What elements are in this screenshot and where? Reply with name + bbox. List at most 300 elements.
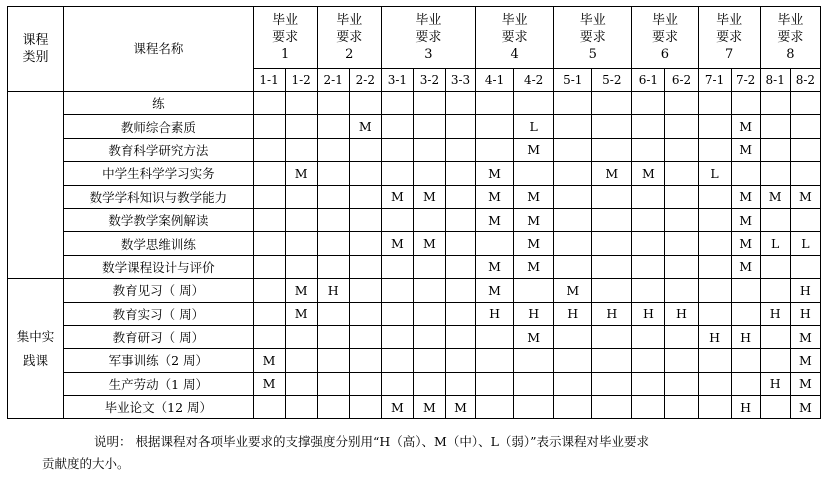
support-mark-cell: [285, 115, 317, 138]
course-category-cell: [8, 92, 64, 279]
support-mark-cell: [413, 349, 445, 372]
support-mark-cell: [381, 302, 413, 325]
support-mark-cell: M: [514, 208, 554, 231]
support-mark-cell: M: [476, 279, 514, 302]
support-mark-cell: [476, 349, 514, 372]
support-mark-cell: M: [790, 185, 820, 208]
course-name-cell: 教育实习（ 周）: [64, 302, 253, 325]
support-mark-cell: [632, 279, 665, 302]
req-label: 要求: [716, 30, 743, 45]
req-label: 毕业: [336, 13, 363, 28]
support-mark-cell: [592, 279, 632, 302]
support-mark-cell: M: [514, 232, 554, 255]
req-number: 8: [786, 47, 795, 62]
support-mark-cell: [554, 255, 592, 278]
support-mark-cell: [592, 372, 632, 395]
support-mark-cell: [632, 232, 665, 255]
support-mark-cell: L: [790, 232, 820, 255]
matrix-body: [8, 92, 821, 419]
support-mark-cell: [476, 325, 514, 348]
support-mark-cell: H: [790, 279, 820, 302]
support-mark-cell: [476, 138, 514, 161]
requirement-header-8: [760, 7, 820, 69]
table-row: [8, 396, 821, 419]
req-number: 5: [588, 47, 597, 62]
support-mark-cell: M: [413, 396, 445, 419]
support-mark-cell: H: [665, 302, 698, 325]
support-mark-cell: L: [514, 115, 554, 138]
support-mark-cell: [665, 372, 698, 395]
sub-requirement-header: 2-2: [349, 69, 381, 92]
support-mark-cell: H: [317, 279, 349, 302]
support-mark-cell: M: [413, 232, 445, 255]
support-mark-cell: [665, 255, 698, 278]
support-mark-cell: [760, 162, 790, 185]
support-mark-cell: [790, 92, 820, 115]
support-mark-cell: M: [731, 208, 760, 231]
support-mark-cell: [285, 255, 317, 278]
support-mark-cell: [592, 232, 632, 255]
support-mark-cell: M: [514, 255, 554, 278]
support-mark-cell: [381, 255, 413, 278]
support-mark-cell: [445, 279, 475, 302]
table-row: [8, 372, 821, 395]
support-mark-cell: [790, 208, 820, 231]
course-name-cell: 教育见习（ 周）: [64, 279, 253, 302]
category-column-header: [8, 7, 64, 92]
support-mark-cell: [698, 92, 731, 115]
support-mark-cell: [554, 185, 592, 208]
support-mark-cell: [285, 349, 317, 372]
support-mark-cell: M: [592, 162, 632, 185]
support-mark-cell: [632, 396, 665, 419]
support-mark-cell: [665, 325, 698, 348]
support-mark-cell: [632, 325, 665, 348]
support-mark-cell: [317, 396, 349, 419]
support-mark-cell: M: [760, 185, 790, 208]
sub-requirement-header: 5-2: [592, 69, 632, 92]
support-mark-cell: [445, 208, 475, 231]
course-name-column-header: 课程名称: [64, 7, 253, 92]
sub-requirement-header: 4-1: [476, 69, 514, 92]
support-mark-cell: [665, 185, 698, 208]
support-mark-cell: [554, 349, 592, 372]
support-mark-cell: [317, 92, 349, 115]
support-mark-cell: [253, 162, 285, 185]
support-mark-cell: [349, 185, 381, 208]
req-label: 要求: [501, 30, 528, 45]
support-mark-cell: [381, 138, 413, 161]
sub-requirement-header: 3-1: [381, 69, 413, 92]
category-label-line1: 集中实: [16, 328, 55, 344]
support-mark-cell: [445, 232, 475, 255]
support-mark-cell: [760, 115, 790, 138]
support-mark-cell: M: [731, 115, 760, 138]
support-mark-cell: M: [790, 349, 820, 372]
support-mark-cell: M: [285, 279, 317, 302]
support-mark-cell: [381, 349, 413, 372]
support-mark-cell: [514, 162, 554, 185]
sub-requirement-header: 5-1: [554, 69, 592, 92]
sub-requirement-header: 7-1: [698, 69, 731, 92]
support-mark-cell: M: [476, 255, 514, 278]
support-mark-cell: [253, 138, 285, 161]
requirement-header-4: [476, 7, 554, 69]
support-mark-cell: [445, 115, 475, 138]
course-name-cell: 中学生科学学习实务: [64, 162, 253, 185]
support-mark-cell: [285, 396, 317, 419]
table-row: [8, 302, 821, 325]
support-mark-cell: M: [476, 208, 514, 231]
support-mark-cell: [381, 279, 413, 302]
support-mark-cell: [349, 302, 381, 325]
requirement-header-7: [698, 7, 760, 69]
support-mark-cell: [445, 185, 475, 208]
table-row: [8, 255, 821, 278]
support-mark-cell: [476, 232, 514, 255]
support-mark-cell: [253, 208, 285, 231]
support-mark-cell: [790, 162, 820, 185]
support-mark-cell: [285, 138, 317, 161]
support-mark-cell: [760, 92, 790, 115]
req-number: 3: [424, 47, 433, 62]
req-label: 毕业: [651, 13, 678, 28]
support-mark-cell: [253, 325, 285, 348]
support-mark-cell: [698, 279, 731, 302]
support-mark-cell: [698, 302, 731, 325]
category-label-line2: 践课: [23, 352, 49, 368]
support-mark-cell: [632, 208, 665, 231]
table-row: [8, 92, 821, 115]
support-mark-cell: L: [760, 232, 790, 255]
support-mark-cell: M: [731, 255, 760, 278]
req-label: 毕业: [501, 13, 528, 28]
note-line-2: 贡献度的大小。: [42, 456, 130, 471]
table-row: [8, 208, 821, 231]
support-mark-cell: [317, 162, 349, 185]
support-mark-cell: [445, 349, 475, 372]
support-mark-cell: M: [790, 325, 820, 348]
support-mark-cell: M: [731, 185, 760, 208]
sub-requirement-header: 4-2: [514, 69, 554, 92]
course-category-cell: [8, 279, 64, 419]
support-mark-cell: H: [698, 325, 731, 348]
support-mark-cell: [632, 115, 665, 138]
support-mark-cell: [285, 372, 317, 395]
support-mark-cell: M: [514, 185, 554, 208]
support-mark-cell: [592, 138, 632, 161]
support-mark-cell: M: [790, 396, 820, 419]
support-mark-cell: [381, 115, 413, 138]
support-mark-cell: [790, 138, 820, 161]
support-mark-cell: [790, 115, 820, 138]
table-row: [8, 138, 821, 161]
support-mark-cell: [285, 208, 317, 231]
support-mark-cell: [253, 302, 285, 325]
req-label: 要求: [415, 30, 442, 45]
support-mark-cell: [632, 138, 665, 161]
support-mark-cell: [592, 92, 632, 115]
req-label: 要求: [579, 30, 606, 45]
support-mark-cell: [317, 138, 349, 161]
support-mark-cell: M: [731, 232, 760, 255]
support-mark-cell: [253, 232, 285, 255]
sub-requirement-header: 6-1: [632, 69, 665, 92]
req-number: 1: [280, 47, 290, 62]
course-name-cell: 数学课程设计与评价: [64, 255, 253, 278]
sub-requirement-header: 1-1: [253, 69, 285, 92]
support-mark-cell: H: [554, 302, 592, 325]
support-mark-cell: [413, 138, 445, 161]
table-row: [8, 115, 821, 138]
support-mark-cell: [381, 92, 413, 115]
support-mark-cell: [514, 92, 554, 115]
support-mark-cell: [317, 255, 349, 278]
support-mark-cell: H: [760, 302, 790, 325]
course-name-cell: 教育科学研究方法: [64, 138, 253, 161]
support-mark-cell: [317, 302, 349, 325]
support-mark-cell: [349, 372, 381, 395]
support-mark-cell: [592, 208, 632, 231]
support-mark-cell: M: [632, 162, 665, 185]
sub-requirement-header: 8-2: [790, 69, 820, 92]
support-mark-cell: [698, 255, 731, 278]
requirement-header-5: [554, 7, 632, 69]
req-label: 毕业: [415, 13, 442, 28]
requirement-header-6: [632, 7, 698, 69]
support-mark-cell: [760, 396, 790, 419]
support-mark-cell: [632, 255, 665, 278]
category-header-line1: 课程: [22, 33, 49, 48]
support-mark-cell: [592, 185, 632, 208]
support-mark-cell: [476, 372, 514, 395]
support-mark-cell: [760, 208, 790, 231]
support-mark-cell: H: [592, 302, 632, 325]
support-mark-cell: M: [476, 162, 514, 185]
support-mark-cell: [665, 92, 698, 115]
table-row: [8, 349, 821, 372]
req-label: 要求: [272, 30, 299, 45]
support-mark-cell: M: [253, 372, 285, 395]
req-label: 毕业: [272, 13, 299, 28]
support-mark-cell: [349, 208, 381, 231]
support-mark-cell: [317, 208, 349, 231]
support-mark-cell: [698, 208, 731, 231]
support-mark-cell: [665, 115, 698, 138]
course-name-cell: 教师综合素质: [64, 115, 253, 138]
sub-requirement-header: 3-2: [413, 69, 445, 92]
support-mark-cell: [760, 325, 790, 348]
support-mark-cell: [665, 162, 698, 185]
support-mark-cell: [731, 302, 760, 325]
support-mark-cell: [349, 232, 381, 255]
note-line-1: 说明： 根据课程对各项毕业要求的支撑强度分别用“H（高）、M（中）、L（弱）”表示课程对毕业要求: [94, 434, 650, 449]
support-mark-cell: [253, 185, 285, 208]
support-mark-cell: [253, 279, 285, 302]
support-mark-cell: [349, 279, 381, 302]
support-mark-cell: [413, 302, 445, 325]
requirement-header-2: [317, 7, 381, 69]
support-mark-cell: [349, 349, 381, 372]
req-label: 要求: [651, 30, 678, 45]
support-mark-cell: [790, 255, 820, 278]
support-mark-cell: H: [731, 396, 760, 419]
support-mark-cell: [760, 279, 790, 302]
support-mark-cell: M: [445, 396, 475, 419]
support-mark-cell: [592, 115, 632, 138]
course-name-cell: 毕业论文（12 周）: [64, 396, 253, 419]
support-mark-cell: [514, 396, 554, 419]
support-mark-cell: M: [381, 396, 413, 419]
sub-requirement-header: 3-3: [445, 69, 475, 92]
support-mark-cell: [731, 349, 760, 372]
support-mark-cell: [381, 208, 413, 231]
support-mark-cell: [349, 325, 381, 348]
support-mark-cell: [698, 185, 731, 208]
support-mark-cell: [554, 138, 592, 161]
course-name-cell: 练: [64, 92, 253, 115]
support-mark-cell: [731, 372, 760, 395]
support-mark-cell: [476, 396, 514, 419]
support-mark-cell: [665, 396, 698, 419]
support-mark-cell: [445, 372, 475, 395]
support-mark-cell: M: [731, 138, 760, 161]
requirements-matrix-table: [7, 6, 821, 419]
support-mark-cell: [445, 162, 475, 185]
support-mark-cell: [760, 255, 790, 278]
table-row: [8, 325, 821, 348]
support-mark-cell: [253, 255, 285, 278]
sub-requirement-header: 8-1: [760, 69, 790, 92]
support-mark-cell: [554, 92, 592, 115]
support-mark-cell: M: [381, 232, 413, 255]
support-mark-cell: [592, 349, 632, 372]
support-mark-cell: H: [632, 302, 665, 325]
support-mark-cell: [381, 372, 413, 395]
support-mark-cell: [731, 279, 760, 302]
req-number: 4: [510, 47, 519, 62]
support-mark-cell: [413, 208, 445, 231]
support-mark-cell: [413, 92, 445, 115]
support-mark-cell: M: [476, 185, 514, 208]
support-mark-cell: [698, 372, 731, 395]
support-mark-cell: M: [554, 279, 592, 302]
support-mark-cell: M: [253, 349, 285, 372]
req-label: 要求: [777, 30, 804, 45]
support-mark-cell: [632, 349, 665, 372]
course-name-cell: 生产劳动（1 周）: [64, 372, 253, 395]
support-mark-cell: [698, 396, 731, 419]
support-mark-cell: H: [514, 302, 554, 325]
support-mark-cell: [317, 325, 349, 348]
support-mark-cell: [554, 162, 592, 185]
support-mark-cell: [731, 162, 760, 185]
support-mark-cell: [413, 325, 445, 348]
course-name-cell: 教育研习（ 周）: [64, 325, 253, 348]
support-mark-cell: M: [514, 325, 554, 348]
req-label: 毕业: [579, 13, 606, 28]
sub-requirement-header: 1-2: [285, 69, 317, 92]
support-mark-cell: [253, 92, 285, 115]
support-mark-cell: [317, 372, 349, 395]
support-mark-cell: [514, 372, 554, 395]
support-mark-cell: [698, 138, 731, 161]
support-mark-cell: [554, 208, 592, 231]
support-mark-cell: [445, 92, 475, 115]
support-mark-cell: [413, 255, 445, 278]
support-mark-cell: H: [476, 302, 514, 325]
support-mark-cell: [760, 349, 790, 372]
support-mark-cell: [592, 255, 632, 278]
support-mark-cell: M: [285, 162, 317, 185]
req-number: 2: [345, 47, 354, 62]
support-mark-cell: [554, 372, 592, 395]
course-name-cell: 数学学科知识与教学能力: [64, 185, 253, 208]
support-mark-cell: [476, 92, 514, 115]
course-name-cell: 数学教学案例解读: [64, 208, 253, 231]
support-mark-cell: H: [760, 372, 790, 395]
support-mark-cell: M: [514, 138, 554, 161]
support-mark-cell: [514, 279, 554, 302]
support-mark-cell: [317, 115, 349, 138]
support-mark-cell: [698, 115, 731, 138]
req-number: 7: [724, 47, 734, 62]
table-row: [8, 232, 821, 255]
support-mark-cell: [476, 115, 514, 138]
sub-requirement-header: 7-2: [731, 69, 760, 92]
req-label: 要求: [336, 30, 363, 45]
table-row: [8, 162, 821, 185]
support-mark-cell: [665, 232, 698, 255]
support-mark-cell: [349, 138, 381, 161]
support-mark-cell: [592, 325, 632, 348]
support-mark-cell: [698, 349, 731, 372]
support-mark-cell: [554, 396, 592, 419]
support-mark-cell: [665, 208, 698, 231]
support-mark-cell: [381, 325, 413, 348]
req-label: 毕业: [716, 13, 743, 28]
support-mark-cell: M: [790, 372, 820, 395]
requirement-header-3: [381, 7, 475, 69]
support-mark-cell: [698, 232, 731, 255]
support-mark-cell: H: [790, 302, 820, 325]
course-name-cell: 军事训练（2 周）: [64, 349, 253, 372]
support-mark-cell: [253, 115, 285, 138]
support-mark-cell: [445, 302, 475, 325]
req-label: 毕业: [777, 13, 804, 28]
support-mark-cell: L: [698, 162, 731, 185]
support-mark-cell: M: [349, 115, 381, 138]
support-mark-cell: [554, 115, 592, 138]
table-row: [8, 279, 821, 302]
support-mark-cell: [285, 185, 317, 208]
support-mark-cell: [317, 185, 349, 208]
support-mark-cell: [632, 185, 665, 208]
support-mark-cell: [514, 349, 554, 372]
support-mark-cell: [349, 255, 381, 278]
support-mark-cell: [381, 162, 413, 185]
support-mark-cell: [445, 138, 475, 161]
support-mark-cell: M: [285, 302, 317, 325]
support-mark-cell: [665, 138, 698, 161]
req-number: 6: [660, 47, 670, 62]
support-mark-cell: [665, 279, 698, 302]
support-mark-cell: [349, 162, 381, 185]
support-mark-cell: [349, 92, 381, 115]
support-mark-cell: H: [731, 325, 760, 348]
table-row: [8, 185, 821, 208]
support-mark-cell: [554, 232, 592, 255]
